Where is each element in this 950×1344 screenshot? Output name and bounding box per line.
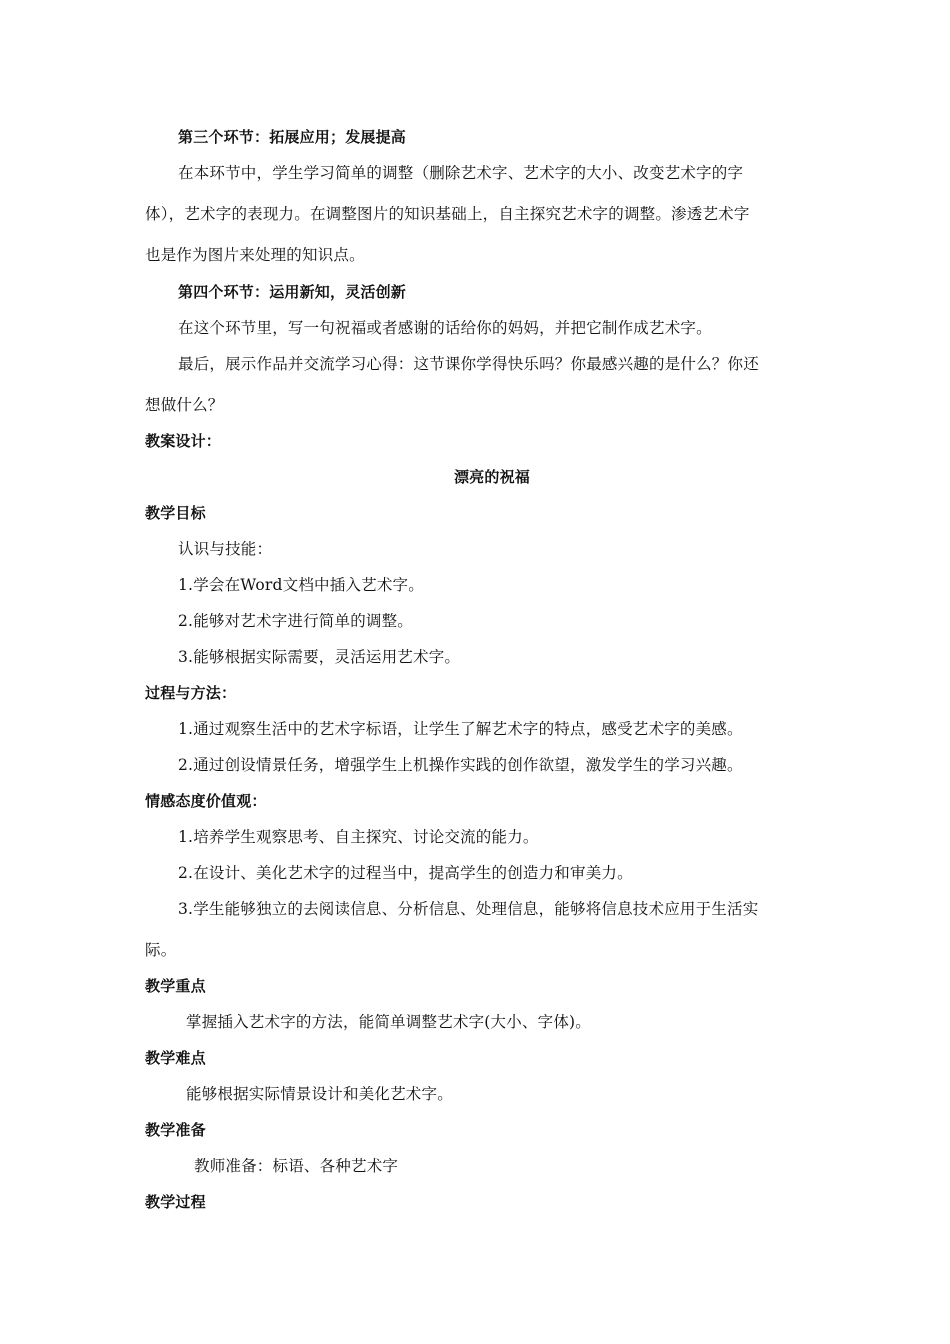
process-method-heading: 过程与方法： [145, 684, 237, 702]
list-item-continuation: 际。 [145, 941, 177, 959]
list-item: 2.通过创设情景任务，增强学生上机操作实践的创作欲望，激发学生的学习兴趣。 [178, 756, 743, 774]
section-heading-3: 第三个环节：拓展应用；发展提高 [178, 128, 407, 146]
paragraph-line: 在本环节中，学生学习简单的调整（删除艺术字、艺术字的大小、改变艺术字的字 [178, 164, 744, 182]
key-points-heading: 教学重点 [145, 977, 206, 995]
list-item: 2.能够对艺术字进行简单的调整。 [178, 612, 413, 630]
emotion-heading: 情感态度价值观： [145, 792, 267, 810]
paragraph-line: 想做什么？ [145, 396, 224, 414]
preparation-heading: 教学准备 [145, 1121, 206, 1139]
list-item: 1.学会在Word文档中插入艺术字。 [178, 576, 424, 594]
paragraph-line: 在这个环节里，写一句祝福或者感谢的话给你的妈妈，并把它制作成艺术字。 [178, 319, 712, 337]
paragraph-line: 最后，展示作品并交流学习心得：这节课你学得快乐吗？你最感兴趣的是什么？你还 [178, 355, 759, 373]
paragraph-line: 也是作为图片来处理的知识点。 [145, 246, 365, 264]
list-item: 3.能够根据实际需要，灵活运用艺术字。 [178, 648, 461, 666]
list-item: 1.培养学生观察思考、自主探究、讨论交流的能力。 [178, 828, 539, 846]
knowledge-label: 认识与技能： [178, 540, 273, 558]
goals-heading: 教学目标 [145, 504, 206, 522]
list-item: 1.通过观察生活中的艺术字标语，让学生了解艺术字的特点，感受艺术字的美感。 [178, 720, 743, 738]
preparation-text: 教师准备：标语、各种艺术字 [194, 1157, 399, 1175]
paragraph-line: 体），艺术字的表现力。在调整图片的知识基础上，自主探究艺术字的调整。渗透艺术字 [145, 205, 750, 223]
lesson-design-label: 教案设计： [145, 432, 222, 450]
difficulties-heading: 教学难点 [145, 1049, 206, 1067]
key-points-text: 掌握插入艺术字的方法，能简单调整艺术字(大小、字体)。 [186, 1013, 591, 1031]
list-item: 2.在设计、美化艺术字的过程当中，提高学生的创造力和审美力。 [178, 864, 633, 882]
list-item: 3.学生能够独立的去阅读信息、分析信息、处理信息，能够将信息技术应用于生活实 [178, 900, 759, 918]
difficulties-text: 能够根据实际情景设计和美化艺术字。 [186, 1085, 453, 1103]
lesson-title: 漂亮的祝福 [453, 468, 530, 486]
section-heading-4: 第四个环节：运用新知，灵活创新 [178, 283, 407, 301]
teaching-process-heading: 教学过程 [145, 1193, 206, 1211]
